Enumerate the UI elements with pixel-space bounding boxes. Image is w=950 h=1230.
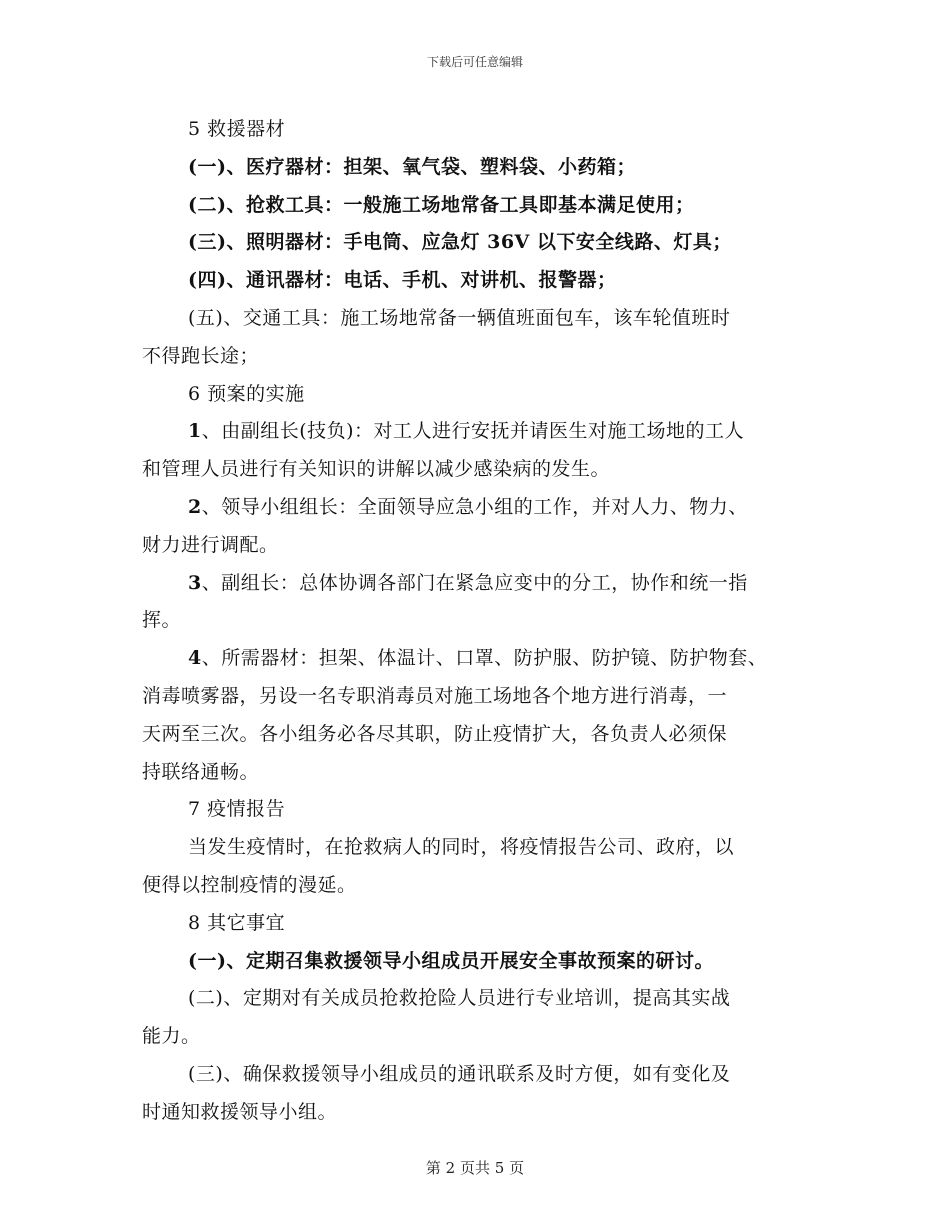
paragraph-line: (二)、抢救工具：一般施工场地常备工具即基本满足使用；: [188, 193, 695, 216]
paragraph-line: 6 预案的实施: [188, 382, 305, 405]
section-heading: [142, 376, 822, 414]
paragraph-line: (三)、确保救援领导小组成员的通讯联系及时方便，如有变化及: [188, 1062, 731, 1085]
item-text: 、由副组长(技负)：对工人进行安抚并请医生对施工场地的工人: [201, 420, 745, 443]
paragraph-line: (三)、照明器材：手电筒、应急灯 36V 以下安全线路、灯具；: [188, 231, 732, 254]
paragraph-line: [142, 640, 822, 678]
section-heading: [142, 111, 822, 149]
paragraph-line: 挥。: [142, 609, 182, 632]
paragraph-line: (一)、定期召集救援领导小组成员开展安全事故预案的研讨。: [188, 949, 714, 972]
item-text: 、所需器材：担架、体温计、口罩、防护服、防护镜、防护物套、: [201, 647, 768, 670]
paragraph-line: 便得以控制疫情的漫延。: [142, 873, 357, 896]
paragraph-line: 和管理人员进行有关知识的讲解以减少感染病的发生。: [142, 458, 611, 481]
paragraph-line: 天两至三次。各小组务必各尽其职，防止疫情扩大，各负责人必须保: [142, 722, 728, 745]
document-body: [142, 111, 822, 1132]
paragraph-line: 能力。: [142, 1025, 201, 1048]
list-item: [142, 1056, 822, 1132]
paragraph-line: 时通知救援领导小组。: [142, 1100, 338, 1123]
paragraph-line: (二)、定期对有关成员抢救抢险人员进行专业培训，提高其实战: [188, 987, 731, 1010]
item-text: 、领导小组组长：全面领导应急小组的工作，并对人力、物力、: [201, 495, 748, 518]
body-paragraph: [142, 829, 822, 905]
paragraph-line: 消毒喷雾器，另设一名专职消毒员对施工场地各个地方进行消毒，一: [142, 684, 728, 707]
list-item: [142, 187, 822, 225]
paragraph-line: 7 疫情报告: [188, 798, 286, 821]
item-number: 4: [188, 647, 202, 670]
numbered-item: [142, 565, 822, 641]
paragraph-line: 5 救援器材: [188, 118, 286, 140]
item-number: 1: [188, 420, 202, 443]
paragraph-line: 8 其它事宜: [188, 911, 286, 934]
list-item: [142, 224, 822, 262]
list-item: [142, 300, 822, 376]
header-note: 下载后可任意编辑: [426, 55, 523, 69]
item-number: 2: [188, 495, 202, 518]
section-heading: [142, 791, 822, 829]
list-item: [142, 149, 822, 187]
paragraph-line: (五)、交通工具：施工场地常备一辆值班面包车，该车轮值班时: [188, 306, 731, 329]
list-item: [142, 980, 822, 1056]
paragraph-line: 持联络通畅。: [142, 760, 260, 783]
item-text: 、副组长：总体协调各部门在紧急应变中的分工，协作和统一指: [201, 571, 748, 594]
page-number: 第 2 页共 5 页: [425, 1159, 525, 1177]
paragraph-line: [142, 565, 822, 603]
paragraph-line: [142, 489, 822, 527]
paragraph-line: [142, 413, 822, 451]
numbered-item: [142, 640, 822, 791]
paragraph-line: 不得跑长途；: [142, 344, 260, 367]
list-item: [142, 262, 822, 300]
paragraph-line: 财力进行调配。: [142, 533, 279, 556]
numbered-item: [142, 489, 822, 565]
paragraph-line: 当发生疫情时，在抢救病人的同时，将疫情报告公司、政府，以: [188, 836, 735, 859]
numbered-item: [142, 413, 822, 489]
section-heading: [142, 905, 822, 943]
list-item: [142, 943, 822, 981]
paragraph-line: (一)、医疗器材：担架、氧气袋、塑料袋、小药箱；: [188, 155, 636, 178]
paragraph-line: (四)、通讯器材：电话、手机、对讲机、报警器；: [188, 269, 617, 292]
item-number: 3: [188, 571, 202, 594]
